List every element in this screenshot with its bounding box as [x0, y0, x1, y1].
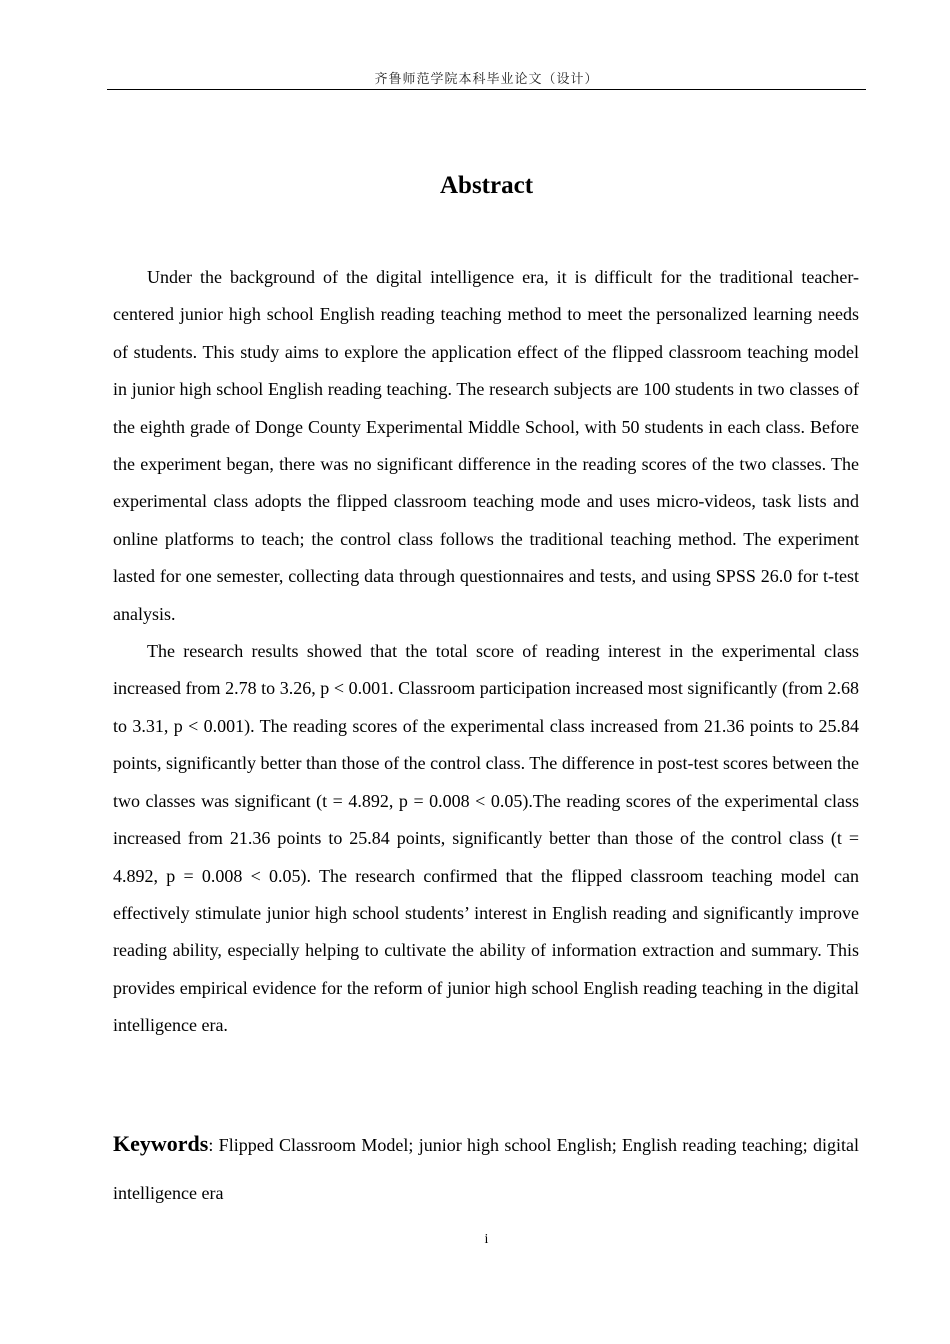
abstract-paragraph-2: The research results showed that the total score of reading interest in the experimental class increased from 2.78 to 3.26, p < 0.001. Classroom participation increased most significantly (from 2.68 to 3.31, p < 0.001). The reading scores of the experimental class increased from 21.36 points to 25.84 points, significantly better than those of the control class. The difference in post-test scores between the two classes was significant (t = 4.892, p = 0.008 < 0.05).The reading scores of the experimental class increased from 21.36 points to 25.84 points, significantly better than those of the control class (t = 4.892, p = 0.008 < 0.05). The research confirmed that the flipped classroom teaching model can effectively stimulate junior high school students’ interest in English reading and significantly improve reading ability, especially helping to cultivate the ability of information extraction and summary. This provides empirical evidence for the reform of junior high school English reading teaching in the digital intelligence era.: [113, 641, 859, 1036]
running-header: 齐鲁师范学院本科毕业论文（设计）: [374, 72, 599, 87]
abstract-title: Abstract: [439, 172, 534, 199]
keywords-separator: :: [208, 1135, 214, 1155]
keywords-label: Keywords: [113, 1131, 209, 1156]
keywords-line: [113, 1120, 859, 1217]
abstract-body: [113, 259, 859, 1045]
keywords-text: Flipped Classroom Model; junior high school English; English reading teaching; digital intelligence era: [113, 1135, 859, 1203]
header-rule: [107, 89, 866, 90]
abstract-paragraph-1: Under the background of the digital intelligence era, it is difficult for the traditional teacher-centered junior high school English reading teaching method to meet the personalized learning needs of students. This study aims to explore the application effect of the flipped classroom teaching model in junior high school English reading teaching. The research subjects are 100 students in two classes of the eighth grade of Donge County Experimental Middle School, with 50 students in each class. Before the experiment began, there was no significant difference in the reading scores of the two classes. The experimental class adopts the flipped classroom teaching mode and uses micro-videos, task lists and online platforms to teach; the control class follows the traditional teaching method. The experiment lasted for one semester, collecting data through questionnaires and tests, and using SPSS 26.0 for t-test analysis.: [113, 267, 859, 624]
page-number: i: [484, 1232, 489, 1247]
